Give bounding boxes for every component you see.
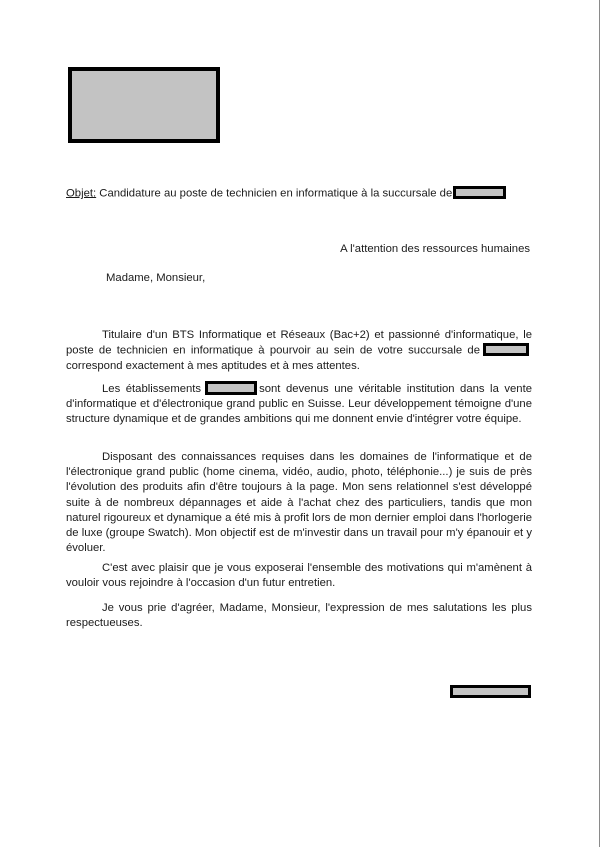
- subject-label: Objet:: [66, 187, 97, 200]
- paragraph-1-text-part-2: correspond exactement à mes aptitudes et à mes attentes.: [66, 359, 360, 372]
- paragraph-2: [66, 381, 532, 428]
- subject-text: Candidature au poste de technicien en informatique à la succursale de: [99, 187, 453, 200]
- paragraph-2-text-part-1: Les établissements: [102, 382, 202, 395]
- subject-line: [66, 186, 536, 201]
- subject-redaction-box: [453, 186, 506, 199]
- letterhead-redaction-box: [68, 67, 220, 143]
- paragraph-1: [66, 328, 532, 374]
- signature-redaction-box: [450, 685, 531, 698]
- paragraph-2-text-part-2: sont devenus une véritable institution dans la vente d'informatique et d'électronique grand public en Suisse. Leur développement témoigne d'une structure dynamique et de grandes ambitions qui me donnent envie d'intégrer votre équipe.: [66, 382, 533, 426]
- paragraph-1-redaction-box: [483, 343, 529, 356]
- paragraph-3: Disposant des connaissances requises dans les domaines de l'informatique et de l'électronique grand public (home cinema, vidéo, audio, photo, téléphonie...) je suis de près l'évolution des produits afin d'être toujours à la page. Mon sens relationnel s'est développé suite à de nombreux dépannages et aide à l'achat chez des particuliers, tandis que mon naturel rigoureux et dynamique a été mis à profit lors de mon dernier emploi dans l'horlogerie de luxe (groupe Swatch). Mon objectif est de m'investir dans un travail pour m'y épanouir et y évoluer.: [66, 451, 532, 555]
- salutation-line: Madame, Monsieur,: [106, 272, 206, 284]
- paragraph-2-redaction-box: [205, 381, 257, 395]
- paragraph-5: Je vous prie d'agréer, Madame, Monsieur, l'expression de mes salutations les plus respectueuses.: [66, 602, 532, 630]
- attention-line: A l'attention des ressources humaines: [340, 243, 530, 255]
- paragraph-4: C'est avec plaisir que je vous exposerai l'ensemble des motivations qui m'amènent à vouloir vous rejoindre à l'occasion d'un futur entretien.: [66, 562, 532, 590]
- paragraph-1-text-part-1: Titulaire d'un BTS Informatique et Réseaux (Bac+2) et passionné d'informatique, le poste de technicien en informatique à pourvoir au sein de votre succursale de: [66, 329, 532, 357]
